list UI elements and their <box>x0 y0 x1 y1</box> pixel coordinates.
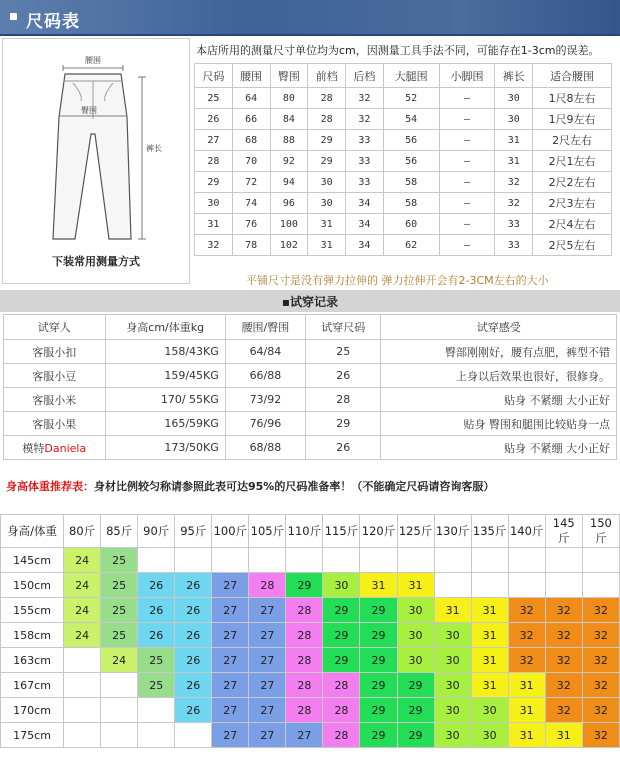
size-cell: 66 <box>232 109 270 130</box>
size-recommend-cell: 27 <box>249 648 286 673</box>
try-header-cell: 腰围/臀围 <box>225 315 305 340</box>
size-recommend-cell: 28 <box>249 573 286 598</box>
size-cell: 96 <box>270 193 308 214</box>
size-recommend-cell <box>249 548 286 573</box>
size-cell: 68 <box>232 130 270 151</box>
size-cell: 29 <box>308 130 346 151</box>
size-row <box>195 130 612 151</box>
weight-header: 95斤 <box>175 515 212 548</box>
size-recommend-cell <box>138 698 175 723</box>
size-cell: 1尺8左右 <box>533 88 612 109</box>
size-recommend-cell: 28 <box>323 673 360 698</box>
weight-header: 105斤 <box>249 515 286 548</box>
try-cell: 客服小扣 <box>4 340 106 364</box>
size-recommend-cell: 29 <box>360 623 397 648</box>
grid-row <box>1 623 620 648</box>
size-cell: 80 <box>270 88 308 109</box>
size-recommend-cell: 26 <box>175 598 212 623</box>
try-cell: 159/45KG <box>105 364 225 388</box>
size-header-cell: 大腿围 <box>383 64 439 88</box>
measure-diagram <box>2 38 190 284</box>
size-cell: 27 <box>195 130 233 151</box>
size-cell: 94 <box>270 172 308 193</box>
size-recommend-cell: 27 <box>212 648 249 673</box>
try-cell: 158/43KG <box>105 340 225 364</box>
size-cell: 33 <box>495 214 533 235</box>
size-recommend-cell: 31 <box>471 673 508 698</box>
size-cell: 64 <box>232 88 270 109</box>
height-label: 158cm <box>1 623 64 648</box>
size-recommend-cell: 26 <box>138 573 175 598</box>
try-cell: 25 <box>306 340 381 364</box>
size-recommend-cell: 26 <box>175 648 212 673</box>
grid-row <box>1 648 620 673</box>
size-cell: 31 <box>495 130 533 151</box>
try-on-title: ▪试穿记录 <box>281 295 339 309</box>
size-recommend-cell <box>175 723 212 748</box>
size-recommend-cell: 27 <box>249 723 286 748</box>
size-recommend-cell: 24 <box>101 648 138 673</box>
size-recommend-cell <box>64 723 101 748</box>
size-cell: 58 <box>383 193 439 214</box>
size-header-cell: 裤长 <box>495 64 533 88</box>
size-cell: 88 <box>270 130 308 151</box>
size-cell: 32 <box>195 235 233 256</box>
grid-row <box>1 673 620 698</box>
size-recommend-cell: 26 <box>175 623 212 648</box>
weight-header: 80斤 <box>64 515 101 548</box>
size-recommend-cell <box>545 573 582 598</box>
size-row <box>195 193 612 214</box>
size-chart-table <box>194 63 612 256</box>
size-recommend-cell <box>508 573 545 598</box>
header-bullet <box>10 13 17 20</box>
size-cell: 34 <box>346 214 384 235</box>
size-cell: 26 <box>195 109 233 130</box>
size-recommend-cell: 32 <box>582 723 619 748</box>
size-recommend-cell: 32 <box>582 623 619 648</box>
size-cell: 34 <box>346 193 384 214</box>
size-cell: – <box>439 88 495 109</box>
size-cell: 33 <box>346 130 384 151</box>
grid-corner: 身高/体重 <box>1 515 64 548</box>
try-cell: 76/96 <box>225 412 305 436</box>
size-recommend-cell <box>101 698 138 723</box>
try-cell: 客服小豆 <box>4 364 106 388</box>
size-recommend-cell: 27 <box>212 698 249 723</box>
height-label: 170cm <box>1 698 64 723</box>
size-recommend-cell <box>434 573 471 598</box>
size-cell: 30 <box>195 193 233 214</box>
size-cell: 28 <box>308 88 346 109</box>
size-recommend-cell: 28 <box>286 648 323 673</box>
size-cell: 33 <box>495 235 533 256</box>
size-cell: 32 <box>346 109 384 130</box>
size-header-cell: 小脚围 <box>439 64 495 88</box>
size-recommend-cell: 32 <box>582 648 619 673</box>
size-cell: 84 <box>270 109 308 130</box>
size-cell: 2尺4左右 <box>533 214 612 235</box>
size-cell: – <box>439 214 495 235</box>
size-cell: 58 <box>383 172 439 193</box>
height-label: 175cm <box>1 723 64 748</box>
size-recommend-cell: 32 <box>508 648 545 673</box>
size-cell: 29 <box>308 151 346 172</box>
size-recommend-cell: 32 <box>582 598 619 623</box>
size-cell: 52 <box>383 88 439 109</box>
size-recommend-cell: 28 <box>323 723 360 748</box>
size-cell: 72 <box>232 172 270 193</box>
size-recommend-cell: 31 <box>508 673 545 698</box>
size-recommend-cell: 30 <box>471 723 508 748</box>
size-recommend-cell <box>64 673 101 698</box>
size-cell: 30 <box>308 193 346 214</box>
weight-header: 110斤 <box>286 515 323 548</box>
size-recommend-cell: 27 <box>212 673 249 698</box>
try-row <box>4 388 617 412</box>
weight-header: 125斤 <box>397 515 434 548</box>
weight-header: 100斤 <box>212 515 249 548</box>
size-recommend-cell <box>175 548 212 573</box>
size-row <box>195 235 612 256</box>
size-recommend-cell <box>64 698 101 723</box>
size-recommend-cell: 29 <box>397 723 434 748</box>
size-cell: 54 <box>383 109 439 130</box>
try-cell: 贴身 不紧绷 大小正好 <box>381 388 617 412</box>
size-recommend-cell: 32 <box>582 673 619 698</box>
height-weight-grid <box>0 514 620 748</box>
size-recommend-cell: 29 <box>360 723 397 748</box>
try-cell: 贴身 臀围和腿围比较贴身一点 <box>381 412 617 436</box>
size-cell: – <box>439 235 495 256</box>
try-header-cell: 试穿尺码 <box>306 315 381 340</box>
try-header-cell: 试穿感受 <box>381 315 617 340</box>
size-header-cell: 臀围 <box>270 64 308 88</box>
height-label: 145cm <box>1 548 64 573</box>
size-recommend-cell: 24 <box>64 598 101 623</box>
size-cell: – <box>439 193 495 214</box>
size-cell: 1尺9左右 <box>533 109 612 130</box>
try-cell: 28 <box>306 388 381 412</box>
size-cell: 100 <box>270 214 308 235</box>
size-recommend-cell: 30 <box>434 673 471 698</box>
size-recommend-cell: 31 <box>545 723 582 748</box>
try-cell: 贴身 不紧绷 大小正好 <box>381 436 617 460</box>
size-recommend-cell: 31 <box>397 573 434 598</box>
try-cell: 173/50KG <box>105 436 225 460</box>
size-recommend-cell: 25 <box>101 573 138 598</box>
size-recommend-cell: 29 <box>323 598 360 623</box>
size-recommend-cell: 29 <box>360 648 397 673</box>
size-recommend-cell: 32 <box>545 673 582 698</box>
weight-header: 140斤 <box>508 515 545 548</box>
size-recommend-cell: 29 <box>360 598 397 623</box>
size-recommend-cell: 29 <box>323 648 360 673</box>
size-recommend-cell: 24 <box>64 573 101 598</box>
size-recommend-cell: 30 <box>434 623 471 648</box>
size-recommend-cell: 32 <box>545 648 582 673</box>
try-cell: 26 <box>306 436 381 460</box>
hip-label: 臀围 <box>81 106 97 115</box>
size-cell: 33 <box>346 172 384 193</box>
size-cell: 33 <box>346 151 384 172</box>
size-cell: 31 <box>308 214 346 235</box>
size-recommend-cell: 29 <box>360 673 397 698</box>
size-recommend-cell: 26 <box>175 673 212 698</box>
weight-header: 130斤 <box>434 515 471 548</box>
size-recommend-cell: 30 <box>434 648 471 673</box>
size-recommend-cell <box>434 548 471 573</box>
try-header-cell: 试穿人 <box>4 315 106 340</box>
size-recommend-cell: 30 <box>434 723 471 748</box>
size-cell: 76 <box>232 214 270 235</box>
measurement-notice: 本店所用的测量尺寸单位均为cm，因测量工具手法不同，可能存在1-3cm的误差。 <box>196 44 600 57</box>
size-recommend-cell <box>471 548 508 573</box>
size-recommend-cell: 27 <box>249 623 286 648</box>
size-recommend-cell <box>360 548 397 573</box>
size-recommend-cell <box>545 548 582 573</box>
size-cell: 56 <box>383 151 439 172</box>
size-cell: 30 <box>308 172 346 193</box>
size-row <box>195 172 612 193</box>
size-recommend-cell: 31 <box>471 648 508 673</box>
size-recommend-cell: 27 <box>286 723 323 748</box>
size-header-cell: 前档 <box>308 64 346 88</box>
height-label: 167cm <box>1 673 64 698</box>
size-cell: 34 <box>346 235 384 256</box>
size-recommend-cell: 27 <box>249 598 286 623</box>
size-row <box>195 109 612 130</box>
try-cell: 66/88 <box>225 364 305 388</box>
try-cell: 29 <box>306 412 381 436</box>
recommend-text: 身材比例较匀称请参照此表可达95%的尺码准备率！（不能确定尺码请咨询客服） <box>94 480 495 493</box>
size-recommend-cell: 29 <box>397 698 434 723</box>
size-cell: 31 <box>495 151 533 172</box>
size-header-cell: 腰围 <box>232 64 270 88</box>
size-recommend-cell: 25 <box>101 623 138 648</box>
size-row <box>195 151 612 172</box>
size-recommend-cell: 32 <box>582 698 619 723</box>
size-cell: 28 <box>195 151 233 172</box>
weight-header: 120斤 <box>360 515 397 548</box>
length-label: 裤长 <box>146 144 162 153</box>
size-recommend-cell: 25 <box>101 548 138 573</box>
size-recommend-cell: 27 <box>212 573 249 598</box>
try-cell: 165/59KG <box>105 412 225 436</box>
size-recommend-cell: 29 <box>286 573 323 598</box>
size-recommend-cell <box>64 648 101 673</box>
height-label: 150cm <box>1 573 64 598</box>
size-cell: – <box>439 109 495 130</box>
size-header-cell: 后档 <box>346 64 384 88</box>
size-recommend-cell <box>101 673 138 698</box>
weight-header: 115斤 <box>323 515 360 548</box>
size-cell: 62 <box>383 235 439 256</box>
size-recommend-cell: 28 <box>286 698 323 723</box>
size-recommend-cell: 26 <box>138 623 175 648</box>
size-recommend-cell: 29 <box>360 698 397 723</box>
size-recommend-cell <box>286 548 323 573</box>
size-recommend-cell: 29 <box>323 623 360 648</box>
size-recommend-cell: 30 <box>397 598 434 623</box>
size-cell: 2尺5左右 <box>533 235 612 256</box>
size-recommend-cell <box>508 548 545 573</box>
size-cell: – <box>439 151 495 172</box>
size-cell: 2尺左右 <box>533 130 612 151</box>
try-cell: 64/84 <box>225 340 305 364</box>
size-recommend-cell: 31 <box>434 598 471 623</box>
size-recommend-cell: 32 <box>545 698 582 723</box>
size-recommend-cell: 26 <box>175 698 212 723</box>
size-recommend-cell: 32 <box>508 623 545 648</box>
recommend-label: 身高体重推荐表： <box>6 480 94 493</box>
size-recommend-cell <box>138 723 175 748</box>
size-recommend-cell: 26 <box>175 573 212 598</box>
size-cell: 70 <box>232 151 270 172</box>
size-recommend-cell: 28 <box>286 673 323 698</box>
diagram-caption: 下装常用测量方式 <box>52 255 140 268</box>
size-recommend-cell <box>397 548 434 573</box>
size-recommend-cell: 27 <box>249 673 286 698</box>
size-cell: – <box>439 130 495 151</box>
try-cell: 170/ 55KG <box>105 388 225 412</box>
try-row <box>4 436 617 460</box>
size-cell: 74 <box>232 193 270 214</box>
size-cell: 31 <box>195 214 233 235</box>
weight-header: 85斤 <box>101 515 138 548</box>
size-recommend-cell: 28 <box>323 698 360 723</box>
size-recommend-cell: 25 <box>138 673 175 698</box>
size-recommend-cell <box>212 548 249 573</box>
size-cell: 31 <box>308 235 346 256</box>
try-header-row <box>4 315 617 340</box>
try-cell: 26 <box>306 364 381 388</box>
size-cell: 32 <box>495 172 533 193</box>
size-recommend-cell <box>582 573 619 598</box>
model-name: Daniela <box>44 441 87 455</box>
size-recommend-cell: 32 <box>508 598 545 623</box>
size-recommend-cell: 27 <box>249 698 286 723</box>
size-cell: – <box>439 172 495 193</box>
size-cell: 92 <box>270 151 308 172</box>
height-label: 155cm <box>1 598 64 623</box>
try-cell: 模特Daniela <box>4 436 106 460</box>
grid-header-row <box>1 515 620 548</box>
size-recommend-cell: 32 <box>545 623 582 648</box>
weight-header: 90斤 <box>138 515 175 548</box>
size-recommend-cell: 25 <box>101 598 138 623</box>
size-cell: 29 <box>195 172 233 193</box>
size-recommend-cell <box>582 548 619 573</box>
try-row <box>4 340 617 364</box>
waist-label: 腰围 <box>85 56 101 65</box>
weight-header: 135斤 <box>471 515 508 548</box>
size-recommend-cell <box>101 723 138 748</box>
size-cell: 25 <box>195 88 233 109</box>
size-header-cell: 尺码 <box>195 64 233 88</box>
try-cell: 客服小果 <box>4 412 106 436</box>
size-recommend-cell: 31 <box>360 573 397 598</box>
size-recommend-cell <box>323 548 360 573</box>
size-row <box>195 214 612 235</box>
size-row <box>195 88 612 109</box>
size-cell: 78 <box>232 235 270 256</box>
size-recommend-cell: 31 <box>471 598 508 623</box>
size-recommend-cell: 30 <box>434 698 471 723</box>
size-recommend-cell: 30 <box>323 573 360 598</box>
try-cell: 上身以后效果也很好，很修身。 <box>381 364 617 388</box>
stretch-note: 平铺尺寸是没有弹力拉伸的 弹力拉伸开会有2-3CM左右的大小 <box>246 274 549 287</box>
size-cell: 30 <box>495 109 533 130</box>
size-recommend-cell: 27 <box>212 623 249 648</box>
try-cell: 68/88 <box>225 436 305 460</box>
page-header <box>0 0 620 36</box>
pants-diagram-illustration <box>3 39 189 249</box>
try-header-cell: 身高cm/体重kg <box>105 315 225 340</box>
size-cell: 60 <box>383 214 439 235</box>
size-recommend-cell <box>471 573 508 598</box>
size-header-cell: 适合腰围 <box>533 64 612 88</box>
grid-row <box>1 698 620 723</box>
size-cell: 28 <box>308 109 346 130</box>
height-label: 163cm <box>1 648 64 673</box>
size-recommend-cell: 31 <box>508 723 545 748</box>
size-cell: 32 <box>495 193 533 214</box>
size-cell: 102 <box>270 235 308 256</box>
size-recommend-cell: 27 <box>212 598 249 623</box>
recommend-line <box>6 478 494 494</box>
size-recommend-cell: 32 <box>545 598 582 623</box>
size-recommend-cell: 24 <box>64 623 101 648</box>
size-recommend-cell: 31 <box>471 623 508 648</box>
size-cell: 2尺2左右 <box>533 172 612 193</box>
try-row <box>4 412 617 436</box>
try-cell: 客服小米 <box>4 388 106 412</box>
grid-row <box>1 598 620 623</box>
try-on-table <box>3 314 617 460</box>
size-recommend-cell: 27 <box>212 723 249 748</box>
grid-row <box>1 723 620 748</box>
size-cell: 56 <box>383 130 439 151</box>
size-recommend-cell <box>138 548 175 573</box>
size-recommend-cell: 31 <box>508 698 545 723</box>
try-row <box>4 364 617 388</box>
size-recommend-cell: 30 <box>397 648 434 673</box>
size-cell: 2尺3左右 <box>533 193 612 214</box>
size-recommend-cell: 30 <box>471 698 508 723</box>
size-recommend-cell: 30 <box>397 623 434 648</box>
page-title: 尺码表 <box>26 12 80 32</box>
size-recommend-cell: 29 <box>397 673 434 698</box>
grid-row <box>1 548 620 573</box>
size-recommend-cell: 26 <box>138 598 175 623</box>
size-recommend-cell: 24 <box>64 548 101 573</box>
weight-header: 145 斤 <box>545 515 582 548</box>
try-cell: 73/92 <box>225 388 305 412</box>
grid-row <box>1 573 620 598</box>
try-cell: 臀部刚刚好，腰有点肥，裤型不错 <box>381 340 617 364</box>
size-recommend-cell: 28 <box>286 623 323 648</box>
size-cell: 32 <box>346 88 384 109</box>
size-cell: 2尺1左右 <box>533 151 612 172</box>
weight-header: 150 斤 <box>582 515 619 548</box>
size-recommend-cell: 28 <box>286 598 323 623</box>
size-recommend-cell: 25 <box>138 648 175 673</box>
size-cell: 30 <box>495 88 533 109</box>
